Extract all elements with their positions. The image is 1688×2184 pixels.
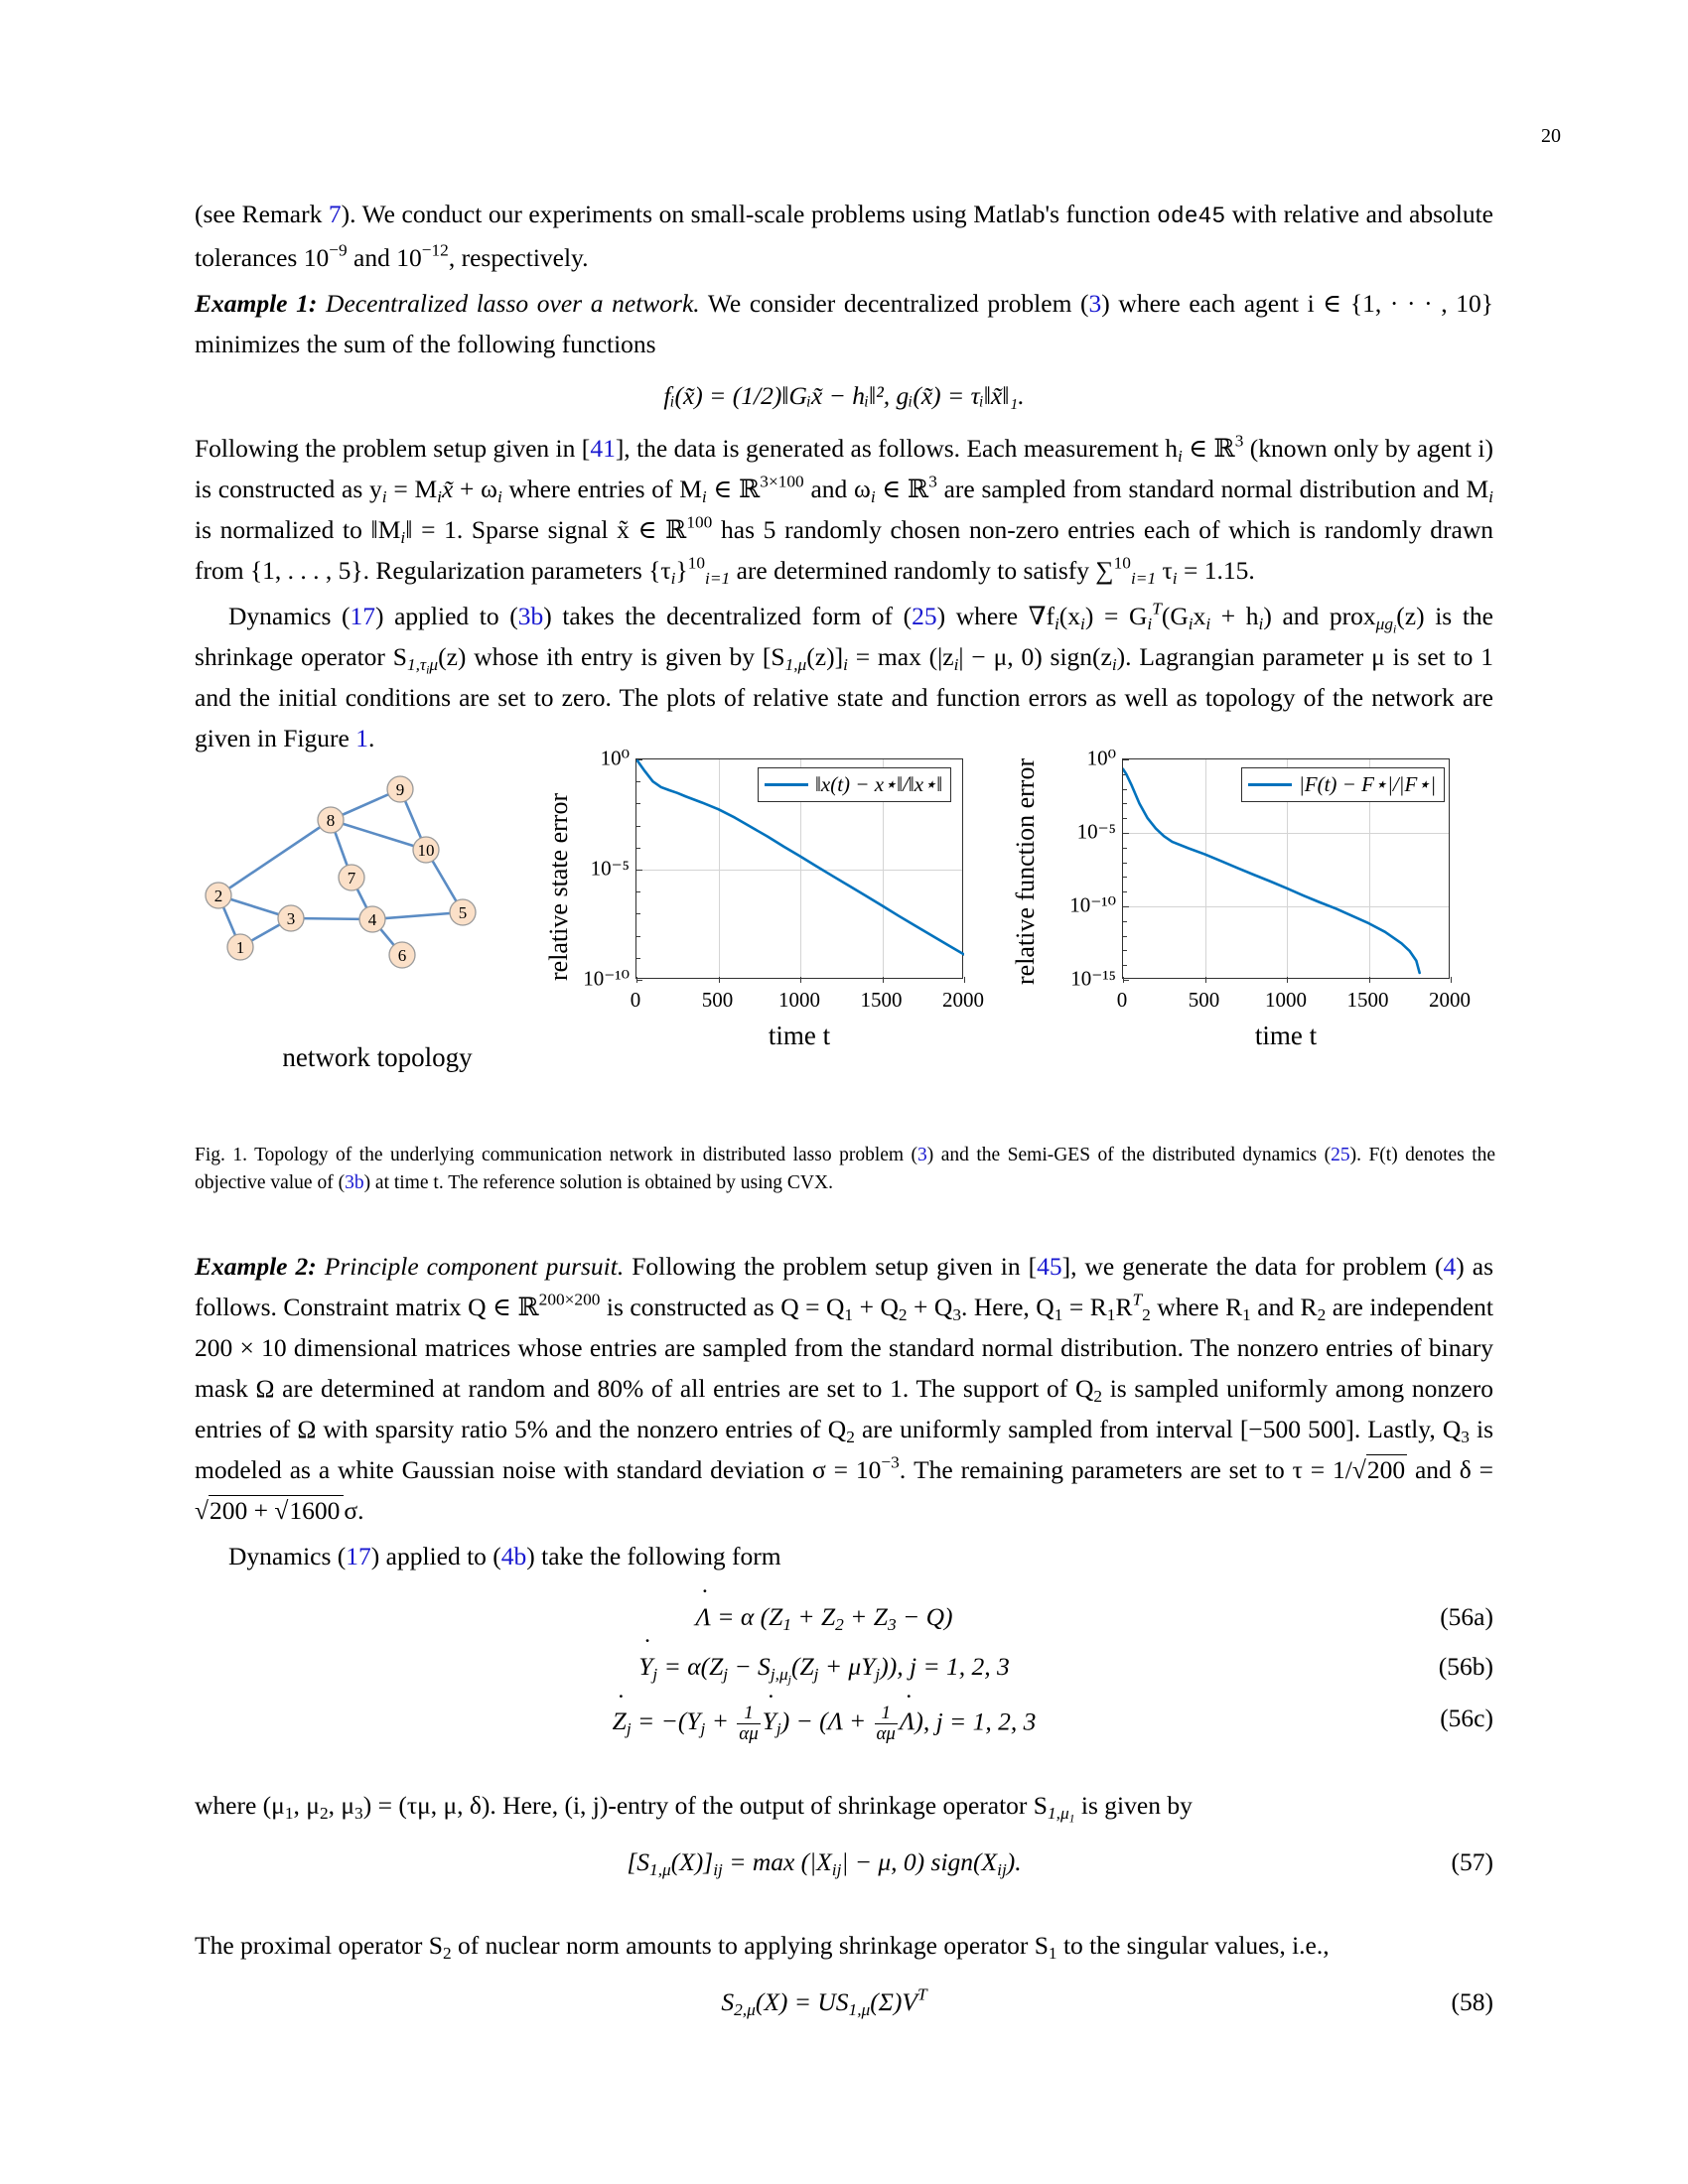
- p3-d: ) where ∇f: [936, 602, 1055, 630]
- equation-57-number: (57): [1451, 1847, 1493, 1876]
- network-nodes: [206, 776, 476, 968]
- chart1-legend-label: ‖x(t) − x⋆‖/‖x⋆‖: [815, 772, 943, 796]
- p7-b: of nuclear norm amounts to applying shrinkage operator S: [451, 1931, 1049, 1960]
- ex2-l: are independent 200 × 10 dimensional matrices whose entries are sampled from the standard normal distribution. The nonzero entries of binary mask Ω are determined at random and 80% of all entries are set to 1. The support of Q: [195, 1293, 1493, 1403]
- chart-y-ticklabel: 10⁻⁵: [1076, 819, 1116, 844]
- p2-a: Following the problem setup given in [: [195, 434, 591, 463]
- network-node-label: 8: [326, 811, 336, 830]
- chart1-legend: [758, 767, 951, 802]
- equation-56b-tail: , j = 1, 2, 3: [897, 1652, 1010, 1681]
- chart-x-ticklabel: 1000: [1265, 988, 1307, 1012]
- network-node-label: 5: [458, 903, 468, 922]
- ref-eq-17-b[interactable]: 17: [346, 1542, 371, 1570]
- chart2-legend: [1241, 767, 1445, 802]
- network-node[interactable]: [206, 883, 231, 908]
- chart-x-ticklabel: 0: [630, 988, 641, 1012]
- p2-h: ∈ ℝ: [706, 475, 761, 503]
- ex2-d: is constructed as Q = Q: [600, 1293, 845, 1321]
- network-node[interactable]: [387, 776, 413, 802]
- network-edge: [331, 820, 426, 850]
- network-node[interactable]: [413, 837, 439, 863]
- network-node[interactable]: [227, 934, 253, 960]
- ex2-a: Following the problem setup given in [: [624, 1252, 1038, 1281]
- equation-56c-number: (56c): [1440, 1704, 1493, 1732]
- ex2-p: . The remaining parameters are set to τ = 1/: [899, 1455, 1352, 1484]
- example-2-label: Example 2:: [195, 1252, 317, 1281]
- p3-l: (z) whose ith entry is given by [S: [438, 642, 785, 671]
- paragraph-example-2: Example 2: Principle component pursuit. Following the problem setup given in [45], we generate the data for problem (4) as follows. Constraint matrix Q ∈ ℝ$^{200\times 200}$ is constructed as $Q = Q_1 + Q_2 + Q_3$. Here, $Q_1 = R_1R^T_2$ where $R_1$ and $R_2$ are independent 200 × 10 dimensional matrices whose entries are sampled from the standard normal distribution. The nonzero entries of binary mask Ω are determined at random and 80% of all entries are set to 1. The support of $Q_2$ is sampled uniformly among nonzero entries of Ω with sparsity ratio 5% and the nonzero entries of $Q_2$ are uniformly sampled from interval [−500 500]. Lastly, $Q_3$ is modeled as a white Gaussian noise with standard deviation $\sigma = 10^{-3}$. The remaining parameters are set to τ = 1/√200 and δ = √200 + √1600 σ.: [195, 1252, 1493, 1525]
- ref-eq-25[interactable]: 25: [912, 602, 937, 630]
- chart-x-ticklabel: 2000: [942, 988, 984, 1012]
- network-topology-label: network topology: [282, 1042, 473, 1072]
- chart-y-ticklabel: 10⁰: [600, 746, 630, 770]
- network-node-label: 10: [417, 841, 435, 860]
- chart1-xlabel: time t: [768, 1021, 831, 1050]
- paragraph-remark: [195, 194, 1493, 278]
- equation-56b-number: (56b): [1438, 1652, 1493, 1681]
- ex2-sqrt-200: 200: [1366, 1455, 1406, 1484]
- p3-n: = max (|z: [847, 642, 954, 671]
- ref-45[interactable]: 45: [1037, 1252, 1062, 1281]
- chart-x-ticklabel: 0: [1116, 988, 1128, 1012]
- p2-f: + ω: [453, 475, 497, 503]
- p3-b: ) applied to (: [375, 602, 518, 630]
- p3-g: (G: [1161, 602, 1189, 630]
- paragraph-mu-definition: where ($\mu_1$, $\mu_2$, $\mu_3) = (\tau\mu$, μ, δ). Here, (i, j)-entry of the output of shrinkage operator $S_{1,\mu_1}$ is given by: [195, 1791, 1193, 1826]
- ref-eq-17[interactable]: 17: [350, 602, 375, 630]
- p2-b: ], the data is generated as follows. Each measurement h: [615, 434, 1178, 463]
- p1-c: with relative and absolute tolerances 10: [195, 200, 1493, 272]
- p3-h: x: [1193, 602, 1206, 630]
- ex2-i: R: [1115, 1293, 1133, 1321]
- chart1-legend-swatch: [765, 783, 808, 786]
- article-body: [195, 194, 1493, 763]
- equation-58-number: (58): [1451, 1987, 1493, 2016]
- p6-a: where (μ: [195, 1791, 285, 1820]
- p6-b: , μ: [293, 1791, 320, 1820]
- p2-o: are determined randomly to satisfy ∑: [730, 556, 1114, 585]
- p3-o: | − μ, 0) sign(z: [958, 642, 1112, 671]
- caption-ref-3[interactable]: 3: [917, 1145, 927, 1165]
- chart-x-ticklabel: 1500: [1346, 988, 1389, 1012]
- equation-fi-gi-text: fᵢ(x̃) = (1/2)‖Gᵢx̃ − hᵢ‖², gᵢ(x̃) = τᵢ‖x̃‖₁.: [663, 381, 1025, 410]
- p6-c: , μ: [328, 1791, 355, 1820]
- equation-56b: Y $˙_j = \alpha(Z_j - S_{j,\mu_j}(Z_j + \mu Y_j))$, j = 1, 2, 3 (56b): [195, 1652, 1493, 1704]
- ex2-c: ) as follows. Constraint matrix Q ∈ ℝ: [195, 1252, 1493, 1321]
- chart2-xlabel: time t: [1254, 1021, 1318, 1050]
- p1-e: , respectively.: [448, 243, 589, 272]
- p1-d: and 10: [347, 243, 422, 272]
- p2-m: ‖ = 1. Sparse signal x̃ ∈ ℝ: [405, 515, 687, 544]
- ref-remark-7[interactable]: 7: [328, 200, 342, 228]
- p3-k: (z) is the shrinkage operator S: [195, 602, 1493, 671]
- ref-41[interactable]: 41: [590, 434, 616, 463]
- ex2-sqrt-1600: 1600: [289, 1496, 341, 1525]
- p3-p: ). Lagrangian parameter μ is set to 1 and the initial conditions are set to zero. The plots of relative state and function errors as well as topology of the network are given in Figure: [195, 642, 1493, 752]
- chart-x-ticklabel: 500: [701, 988, 734, 1012]
- paragraph-example-1: [195, 283, 1493, 364]
- network-node-label: 6: [397, 946, 407, 965]
- chart-x-ticklabel: 1500: [860, 988, 903, 1012]
- paragraph-dynamics-4b: [195, 1536, 1493, 1576]
- chart-x-ticklabel: 2000: [1429, 988, 1471, 1012]
- page-number: 20: [1541, 125, 1561, 147]
- p1-a: (see Remark: [195, 200, 329, 228]
- p3-a: Dynamics (: [228, 602, 351, 630]
- network-node-label: 1: [235, 938, 245, 957]
- p2-g: where entries of M: [501, 475, 702, 503]
- ex2-n: are uniformly sampled from interval [−500 500]. Lastly, Q: [854, 1415, 1462, 1443]
- chart2-legend-label: |F(t) − F⋆|/|F⋆|: [1299, 772, 1437, 796]
- ex2-s: 200 +: [210, 1496, 275, 1525]
- ex2-r: and δ =: [1407, 1455, 1493, 1484]
- example-2-title: Principle component pursuit.: [316, 1252, 625, 1281]
- p7-c: to the singular values, i.e.,: [1056, 1931, 1330, 1960]
- p2-p: τ: [1156, 556, 1173, 585]
- equation-57: $[S_{1,\mu}(X)]_{ij} = \max (|X_{ij}| - \mu$, 0) $sign(X_{ij})$. (57): [627, 1847, 1493, 1880]
- paragraph-dynamics-17: Dynamics (17) applied to (3b) takes the decentralized form of (25) where $\nabla f_i(x_i) = G_i^T(G_ix_i + h_i)$ and prox$_{\mu g_i}$(z) is the shrinkage operator $S_{1,\tau_i\mu}(z)$ whose ith entry is given by $[S_{1,\mu}(z)]_i = \max (|z_i| - \mu$, 0) $sign(z_i)$. Lagrangian parameter μ is set to 1 and the initial conditions are set to zero. The plots of relative state and function errors as well as topology of the network are given in Figure 1.: [195, 599, 1493, 752]
- caption-a: Fig. 1. Topology of the underlying communication network in distributed lasso problem (: [195, 1145, 918, 1165]
- network-node[interactable]: [318, 807, 344, 833]
- paragraph-data-generation: Following the problem setup given in [41], the data is generated as follows. Each measurement $h_i$ ∈ ℝ$^3$ (known only by agent i) is constructed as $y_i$ = $M_ix̃ + \omega_i$ where entries of $M_i$ ∈ ℝ$^{3\times 100}$ and $\omega_i$ ∈ ℝ$^3$ are sampled from standard normal distribution and $M_i$ is normalized to $‖M_i‖ = 1$. Sparse signal x̃ ∈ ℝ$^{100}$ has 5 randomly chosen non-zero entries each of which is randomly drawn from {1, . . . , 5}. Regularization parameters $\{\tau_i\}^{10}_{i=1}$ are determined randomly to satisfy ∑$^{10}_{i=1}$ $\tau_i = 1.15$.: [195, 431, 1493, 589]
- chart-x-tick: [1451, 977, 1452, 983]
- chart2-ylabel: relative function error: [1011, 757, 1040, 985]
- network-node[interactable]: [389, 942, 415, 968]
- network-topology-graph: [179, 754, 576, 1072]
- p5-c: ) take the following form: [526, 1542, 781, 1570]
- network-node[interactable]: [359, 906, 385, 932]
- ex2-f: + Q: [907, 1293, 953, 1321]
- p5-b: ) applied to (: [370, 1542, 501, 1570]
- ref-eq-3b[interactable]: 3b: [517, 602, 544, 630]
- ex2-k: and R: [1250, 1293, 1318, 1321]
- figure-1: [179, 746, 1529, 1112]
- chart-y-ticklabel: 10⁻⁵: [590, 856, 630, 881]
- p6-e: is given by: [1074, 1791, 1193, 1820]
- equation-fi-gi: [195, 381, 1493, 411]
- p2-e: = M: [386, 475, 438, 503]
- network-node-label: 7: [347, 869, 356, 887]
- p5-a: Dynamics (: [228, 1542, 347, 1570]
- ex2-h: = R: [1062, 1293, 1107, 1321]
- p1-b: ). We conduct our experiments on small-scale problems using Matlab's function: [341, 200, 1158, 228]
- figure-1-caption: [195, 1142, 1495, 1197]
- p3-i: + h: [1210, 602, 1259, 630]
- paragraph-proximal-operator: The proximal operator $S_2$ of nuclear norm amounts to applying shrinkage operator $S_1$ to the singular values, i.e.,: [195, 1931, 1330, 1964]
- network-edge: [218, 820, 331, 895]
- ex1-b: ) where each agent i ∈ {1, · · · , 10} minimizes the sum of the following functions: [195, 289, 1494, 358]
- equation-56c-tail: , j = 1, 2, 3: [922, 1706, 1037, 1736]
- ex2-m: is sampled uniformly among nonzero entries of Ω with sparsity ratio 5% and the nonzero entries of Q: [195, 1374, 1493, 1443]
- network-node[interactable]: [278, 905, 304, 931]
- ex2-e: + Q: [853, 1293, 899, 1321]
- chart-y-tick: [1123, 980, 1129, 981]
- p2-d: (known only by agent i) is constructed as y: [195, 434, 1493, 503]
- p3-e: (x: [1058, 602, 1081, 630]
- chart-x-tick: [964, 977, 965, 983]
- ex2-j: where R: [1150, 1293, 1243, 1321]
- article-body-lower: [195, 1246, 1493, 2047]
- ex2-g: . Here, Q: [961, 1293, 1055, 1321]
- p3-c: ) takes the decentralized form of (: [543, 602, 913, 630]
- equation-56c: Z $˙_j = -(Y_j$ + $\frac{1}{\alpha\mu}$ Y $˙_j) - (\Lambda$ + $\frac{1}{\alpha\mu}$ Λ ˙), j = 1, 2, 3 (56c): [195, 1704, 1493, 1761]
- network-node-label: 9: [395, 780, 405, 799]
- p6-d: ) = (τμ, μ, δ). Here, (i, j)-entry of the output of shrinkage operator S: [362, 1791, 1048, 1820]
- network-node-label: 4: [367, 910, 377, 929]
- ex2-u: σ.: [344, 1496, 364, 1525]
- chart1-ylabel: relative state error: [544, 792, 573, 981]
- chart-y-tick: [636, 980, 642, 981]
- p2-i: and ω: [803, 475, 871, 503]
- p1-exp1: −9: [329, 240, 348, 260]
- network-svg: [189, 758, 516, 987]
- p3-f: ) = G: [1084, 602, 1148, 630]
- caption-d: ) at time t. The reference solution is obtained by using CVX.: [363, 1172, 833, 1193]
- network-node[interactable]: [450, 899, 476, 925]
- chart-relative-state-error: [544, 746, 984, 1082]
- network-node-label: 3: [286, 909, 296, 928]
- caption-b: ) and the Semi-GES of the distributed dynamics (: [926, 1145, 1332, 1165]
- equation-group-56: [195, 1602, 1493, 1761]
- chart-x-ticklabel: 500: [1188, 988, 1220, 1012]
- ref-eq-3[interactable]: 3: [1088, 289, 1102, 318]
- p2-l: is normalized to ‖M: [195, 515, 401, 544]
- p2-j: ∈ ℝ: [875, 475, 929, 503]
- chart-x-ticklabel: 1000: [778, 988, 820, 1012]
- ex2-b: ], we generate the data for problem (: [1061, 1252, 1444, 1281]
- network-edge: [372, 912, 463, 919]
- ref-eq-4b[interactable]: 4b: [500, 1542, 527, 1570]
- ex1-a: We consider decentralized problem (: [699, 289, 1089, 318]
- p1-exp2: −12: [421, 240, 449, 260]
- code-ode45: ode45: [1157, 204, 1226, 229]
- caption-ref-25[interactable]: 25: [1331, 1145, 1350, 1165]
- chart-y-ticklabel: 10⁻¹⁰: [1069, 892, 1116, 917]
- p2-k: are sampled from standard normal distribution and M: [936, 475, 1489, 503]
- ref-eq-4[interactable]: 4: [1443, 1252, 1457, 1281]
- chart-relative-function-error: [1011, 746, 1477, 1082]
- ref-figure-1[interactable]: 1: [355, 724, 368, 752]
- chart-y-ticklabel: 10⁰: [1086, 746, 1116, 770]
- equation-58: $S_{2,\mu}(X) = US_{1,\mu}(\Sigma)V^T$ (58): [721, 1984, 1493, 2020]
- example-1-title: Decentralized lasso over a network.: [317, 289, 700, 318]
- p3-q: .: [367, 724, 375, 752]
- example-1-label: Example 1:: [195, 289, 318, 318]
- equation-56a: Λ ˙ = α $(Z_1 + Z_2 + Z_3 - Q)$ (56a): [195, 1602, 1493, 1652]
- p2-n: has 5 randomly chosen non-zero entries each of which is randomly drawn from {1, . . . , 5}. Regularization parameters {τ: [195, 515, 1493, 585]
- network-node-label: 2: [213, 887, 223, 905]
- ex2-o: is modeled as a white Gaussian noise with standard deviation σ = 10: [195, 1415, 1493, 1484]
- ex2-sqrt-outer: 200 + √1600: [209, 1495, 344, 1525]
- chart-y-ticklabel: 10⁻¹⁵: [1070, 966, 1116, 991]
- p3-j: ) and prox: [1263, 602, 1376, 630]
- equation-56a-number: (56a): [1440, 1602, 1493, 1631]
- network-node[interactable]: [339, 865, 364, 890]
- p3-m: (z)]: [806, 642, 844, 671]
- chart-y-ticklabel: 10⁻¹⁰: [583, 966, 630, 991]
- chart2-legend-swatch: [1248, 783, 1292, 786]
- caption-ref-3b[interactable]: 3b: [345, 1172, 364, 1193]
- p7-a: The proximal operator S: [195, 1931, 443, 1960]
- p2-c: ∈ ℝ: [1182, 434, 1235, 463]
- caption-c: ). F(t) denotes the objective value of (: [195, 1145, 1496, 1193]
- p2-q: = 1.15.: [1177, 556, 1255, 585]
